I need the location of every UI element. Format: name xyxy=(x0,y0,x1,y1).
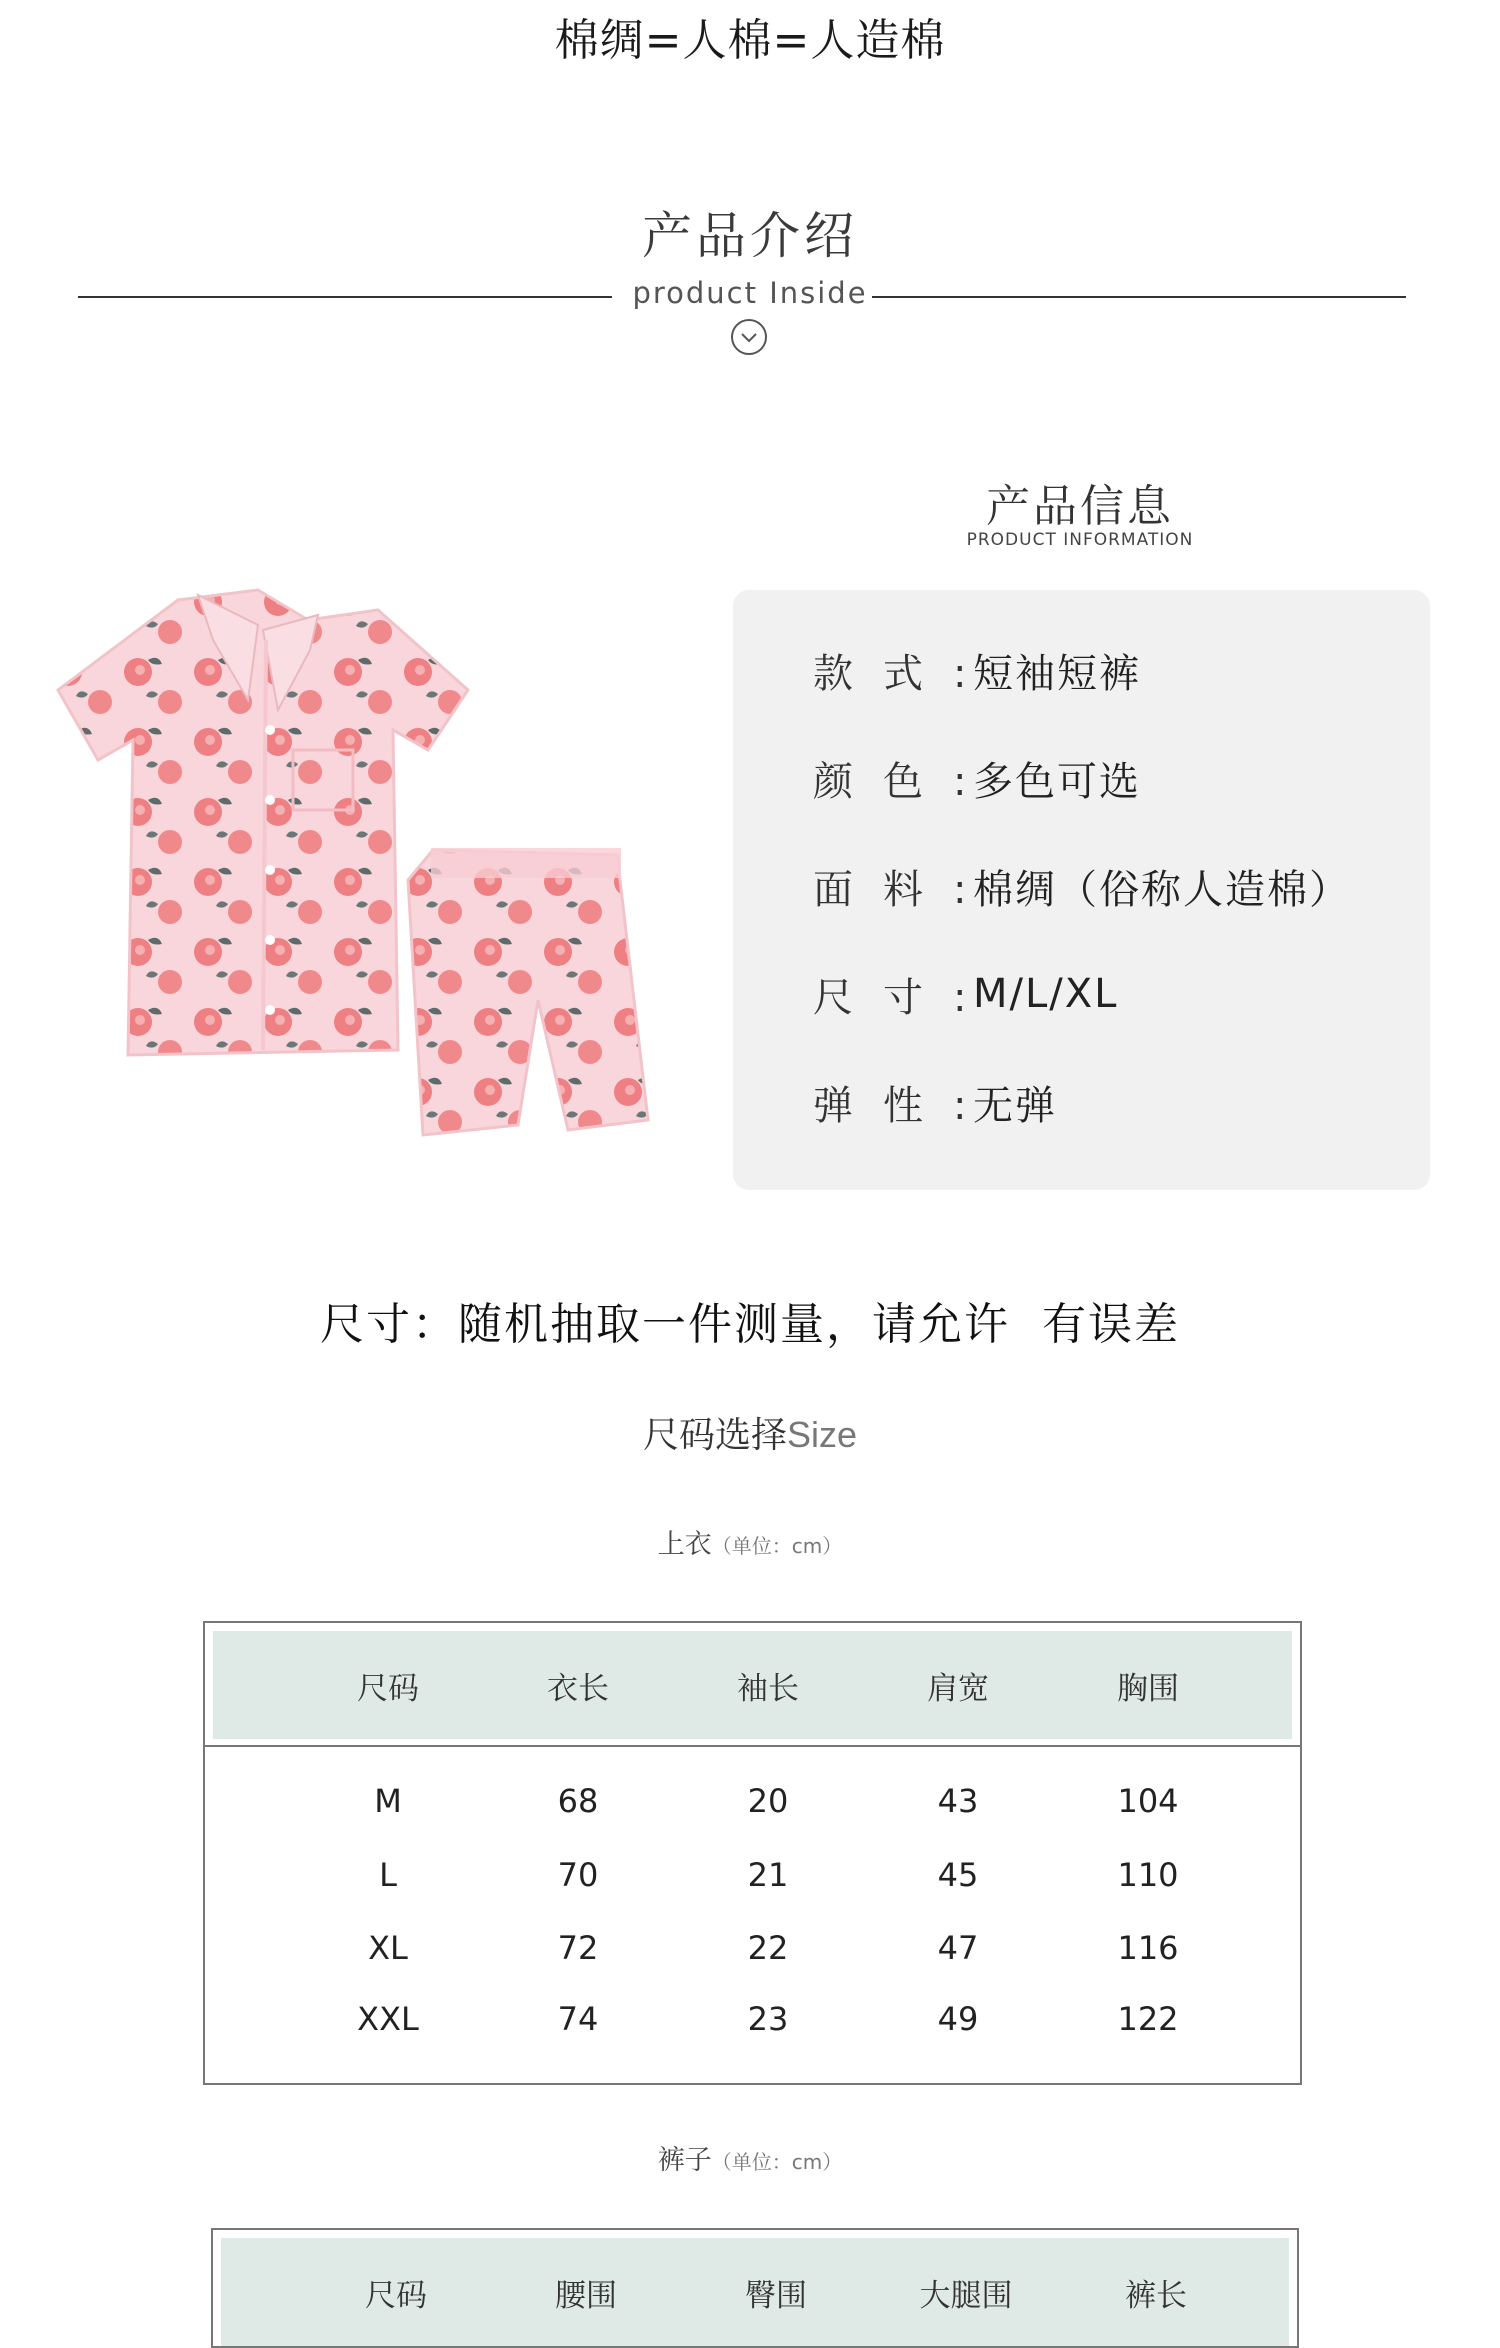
table-header-cell: 胸围 xyxy=(1117,1670,1179,1707)
table-header-cell: 腰围 xyxy=(555,2277,617,2314)
table-header xyxy=(213,1631,1292,1739)
table-header-cell: 衣长 xyxy=(547,1670,609,1707)
table-divider xyxy=(205,1745,1300,1747)
divider-left xyxy=(78,296,612,298)
pants-table-title xyxy=(0,2138,1500,2177)
table-header-cell: 尺码 xyxy=(357,1670,419,1707)
table-row xyxy=(213,1991,1292,2047)
table-cell: L xyxy=(379,1856,397,1894)
table-cell: 74 xyxy=(557,2000,599,2038)
info-row-style xyxy=(813,640,1141,700)
table-row xyxy=(213,1920,1292,1976)
table-cell: XXL xyxy=(357,2000,419,2038)
table-cell: 70 xyxy=(557,1856,599,1894)
info-value: 无弹 xyxy=(973,1082,1057,1129)
table-cell: 122 xyxy=(1117,2000,1179,2038)
table-cell: 110 xyxy=(1117,1856,1179,1894)
table-cell: M xyxy=(374,1782,402,1820)
chevron-down-circle-icon[interactable] xyxy=(731,319,767,355)
size-measure-note: 尺寸：随机抽取一件测量，请允许 有误差 xyxy=(320,1299,1180,1350)
product-info-title: 产品信息 xyxy=(986,481,1174,532)
table-cell: XL xyxy=(368,1929,408,1967)
pants-table-label: 裤子 xyxy=(657,2145,712,2176)
info-value: 短袖短裤 xyxy=(973,650,1141,697)
table-cell: 23 xyxy=(747,2000,789,2038)
table-cell: 72 xyxy=(557,1929,599,1967)
table-cell: 21 xyxy=(747,1856,789,1894)
table-header xyxy=(221,2238,1289,2346)
top-table-unit: （单位：cm） xyxy=(711,1534,843,1558)
table-cell: 68 xyxy=(557,1782,599,1820)
fabric-note: 棉绸=人棉=人造棉 xyxy=(554,15,946,66)
info-label: 面料: xyxy=(813,866,997,913)
top-table-title xyxy=(0,1522,1500,1561)
pajama-set-image xyxy=(48,580,688,1170)
divider-right xyxy=(872,296,1406,298)
size-select-zh: 尺码选择 xyxy=(642,1415,787,1456)
table-header-cell: 大腿围 xyxy=(919,2277,1013,2314)
table-cell: 20 xyxy=(747,1782,789,1820)
table-cell: 45 xyxy=(937,1856,979,1894)
info-label: 尺寸: xyxy=(813,974,997,1021)
table-cell: 43 xyxy=(937,1782,979,1820)
info-value: M/L/XL xyxy=(973,971,1119,1017)
table-cell: 47 xyxy=(937,1929,979,1967)
table-header-cell: 臀围 xyxy=(745,2277,807,2314)
table-cell: 49 xyxy=(937,2000,979,2038)
product-info-subtitle: PRODUCT INFORMATION xyxy=(966,530,1194,550)
top-size-table xyxy=(203,1621,1302,2085)
table-row xyxy=(213,1773,1292,1829)
size-select-title xyxy=(0,1407,1500,1458)
table-header-cell: 裤长 xyxy=(1125,2277,1187,2314)
top-table-label: 上衣 xyxy=(657,1529,712,1560)
table-header-cell: 袖长 xyxy=(737,1670,799,1707)
table-cell: 116 xyxy=(1117,1929,1179,1967)
table-header-cell: 尺码 xyxy=(365,2277,427,2314)
info-value: 棉绸（俗称人造棉） xyxy=(973,866,1351,913)
intro-subtitle: product Inside xyxy=(632,276,868,310)
info-row-color xyxy=(813,748,1141,808)
intro-title: 产品介绍 xyxy=(642,207,858,265)
pants-size-table xyxy=(211,2228,1299,2348)
info-label: 颜色: xyxy=(813,758,997,805)
pants-table-unit: （单位：cm） xyxy=(711,2150,843,2174)
info-label: 款式: xyxy=(813,650,997,697)
table-header-cell: 肩宽 xyxy=(927,1670,989,1707)
table-row xyxy=(213,1847,1292,1903)
size-select-en: Size xyxy=(786,1414,858,1455)
info-row-fabric xyxy=(813,856,1351,916)
info-row-elasticity xyxy=(813,1072,1057,1132)
product-info-panel xyxy=(733,590,1430,1190)
info-row-size xyxy=(813,964,1118,1024)
info-value: 多色可选 xyxy=(973,758,1141,805)
info-label: 弹性: xyxy=(813,1082,997,1129)
table-cell: 22 xyxy=(747,1929,789,1967)
table-cell: 104 xyxy=(1117,1782,1179,1820)
